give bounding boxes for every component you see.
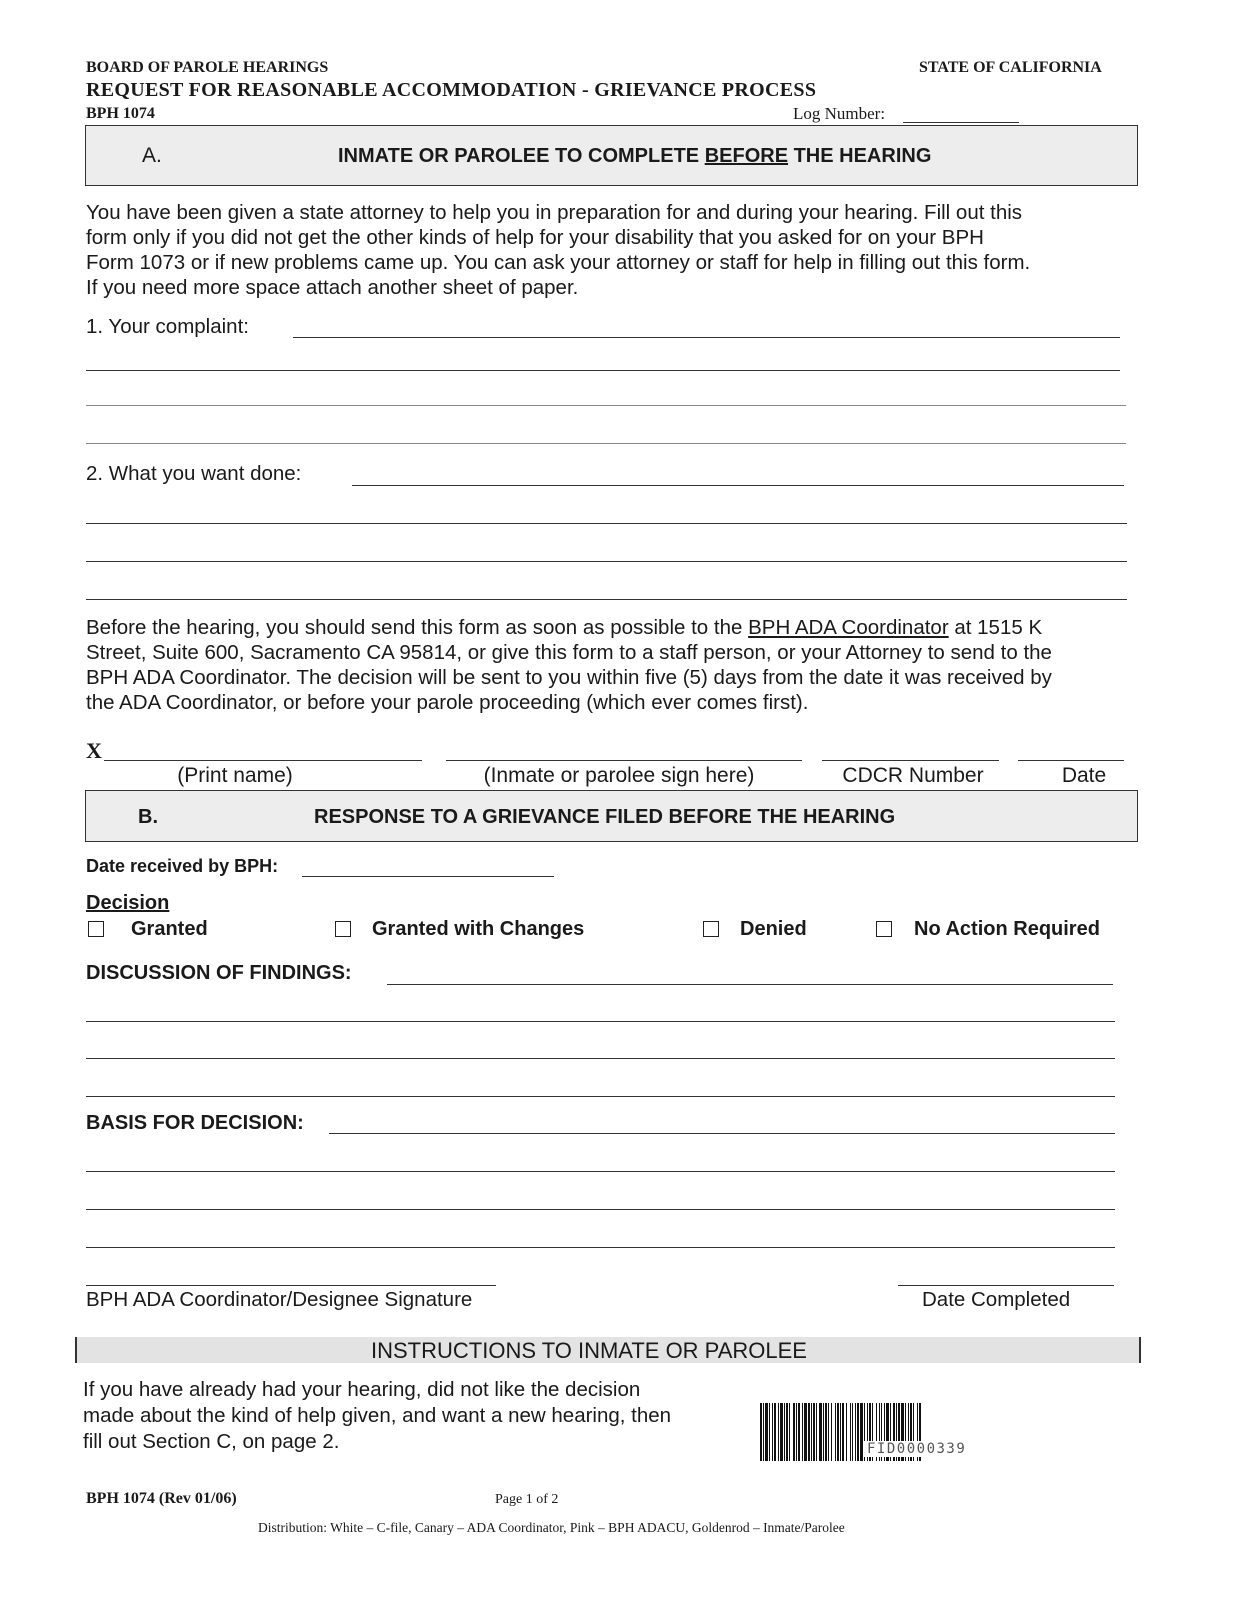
discussion-line-2[interactable] [86,1021,1115,1022]
date-received-field[interactable] [302,876,554,877]
barcode-bar [778,1403,779,1461]
instructions-title: INSTRUCTIONS TO INMATE OR PAROLEE [371,1338,807,1363]
barcode-bar [819,1403,822,1461]
barcode-bar [855,1403,856,1461]
barcode-bar [823,1403,824,1461]
barcode-bar [796,1403,797,1461]
barcode-bar [804,1403,807,1461]
complaint-line-1[interactable] [293,337,1120,338]
signature-x-mark: X [86,738,102,763]
date-completed-caption: Date Completed [922,1288,1071,1311]
barcode-text: FID0000339 [864,1441,969,1457]
decision-label: Decision [86,892,170,914]
want-line-1[interactable] [352,485,1124,486]
coordinator-signature-field[interactable] [86,1285,496,1286]
barcode-bar [842,1403,844,1461]
ada-coordinator-link: BPH ADA Coordinator [748,616,949,639]
barcode-bar [816,1403,817,1461]
want-line-2[interactable] [86,523,1127,524]
barcode-bar [860,1403,863,1461]
complaint-label: 1. Your complaint: [86,315,249,338]
print-name-caption: (Print name) [177,764,293,787]
section-a-header [85,125,1138,186]
barcode-bar [828,1403,829,1461]
barcode-bar [808,1403,810,1461]
denied-label: Denied [740,918,807,940]
barcode-bar [793,1403,795,1461]
granted-with-changes-label: Granted with Changes [372,918,585,940]
cdcr-number-caption: CDCR Number [842,764,984,787]
cdcr-number-field[interactable] [822,760,999,761]
inmate-signature-field[interactable] [446,760,802,761]
instructions-text: If you have already had your hearing, did not like the decision made about the kind of help given, and want a new hearing, then fill out Section C, on page 2. [83,1378,672,1453]
intro-paragraph: You have been given a state attorney to help you in preparation for and during your hearing. Fill out this form only if you did not get the other kinds of help for your disability that you asked for on your BPH Form 1073 or if new problems came up. You can ask your attorney or staff for help in filling out this form. If you need more space attach another sheet of paper. [86,201,1031,299]
no-action-required-label: No Action Required [914,918,1100,940]
agency-name: BOARD OF PAROLE HEARINGS [86,59,329,76]
barcode-bar [780,1403,783,1461]
basis-label: BASIS FOR DECISION: [86,1112,304,1134]
signature-date-field[interactable] [1018,760,1124,761]
discussion-line-1[interactable] [387,984,1113,985]
discussion-line-4[interactable] [86,1096,1115,1097]
section-a-title: INMATE OR PAROLEE TO COMPLETE BEFORE THE HEARING [338,145,932,167]
granted-label: Granted [131,918,208,940]
want-line-4[interactable] [86,599,1127,600]
barcode-bar [772,1403,773,1461]
basis-line-3[interactable] [86,1209,1115,1210]
barcode-bar [837,1403,839,1461]
barcode-bar [850,1403,851,1461]
barcode-bar [811,1403,812,1461]
section-b-header [85,790,1138,842]
discussion-line-3[interactable] [86,1058,1115,1059]
complaint-line-4[interactable] [86,443,1126,444]
date-caption: Date [1061,764,1107,787]
want-line-3[interactable] [86,561,1127,562]
section-b-letter: B. [138,806,158,828]
form-number: BPH 1074 [86,105,155,122]
form-title: REQUEST FOR REASONABLE ACCOMMODATION - GRIEVANCE PROCESS [86,79,817,101]
barcode-bar [784,1403,785,1461]
granted-checkbox[interactable] [88,921,104,937]
log-number-label: Log Number: [793,104,886,123]
complaint-line-3[interactable] [86,405,1126,406]
barcode-bar [857,1403,859,1461]
barcode-bar [769,1403,770,1461]
barcode-bar [852,1403,853,1461]
coordinator-signature-caption: BPH ADA Coordinator/Designee Signature [86,1288,473,1311]
barcode-bar [786,1403,788,1461]
section-b-title: RESPONSE TO A GRIEVANCE FILED BEFORE THE HEARING [314,806,896,828]
barcode-bar [763,1403,764,1461]
barcode-bar [798,1403,800,1461]
date-received-label: Date received by BPH: [86,856,279,876]
form-revision: BPH 1074 (Rev 01/06) [86,1490,237,1507]
barcode-bar [846,1403,847,1461]
instructions-bar [75,1337,1141,1363]
basis-line-1[interactable] [329,1133,1115,1134]
barcode-bar [813,1403,815,1461]
section-a-letter: A. [142,144,162,167]
barcode-bar [840,1403,841,1461]
barcode-bar [802,1403,803,1461]
barcode [760,1403,1095,1461]
basis-line-2[interactable] [86,1171,1115,1172]
log-number-field[interactable] [903,122,1019,123]
barcode-bar [765,1403,768,1461]
no-action-required-checkbox[interactable] [876,921,892,937]
barcode-bar [760,1403,762,1461]
basis-line-4[interactable] [86,1247,1115,1248]
granted-with-changes-checkbox[interactable] [335,921,351,937]
want-done-label: 2. What you want done: [86,462,302,485]
discussion-label: DISCUSSION OF FINDINGS: [86,962,352,984]
state-name: STATE OF CALIFORNIA [919,59,1102,76]
print-name-field[interactable] [104,760,422,761]
before-hearing-paragraph: Before the hearing, you should send this form as soon as possible to the BPH ADA Coordinator at 1515 K Street, Suite 600, Sacramento CA 95814, or give this form to a staff person, or your Attorney to send to the BPH ADA Coordinator. The decision will be sent to you within five (5) days from the date it was received by the ADA Coordinator, or before your parole proceeding (which ever comes first). [86,616,1052,714]
barcode-bar [774,1403,776,1461]
date-completed-field[interactable] [898,1285,1114,1286]
barcode-bar [831,1403,832,1461]
page-number: Page 1 of 2 [495,1492,559,1507]
sign-here-caption: (Inmate or parolee sign here) [483,764,755,787]
barcode-bar [825,1403,827,1461]
barcode-bar [789,1403,790,1461]
distribution-note: Distribution: White – C-file, Canary – ADA Coordinator, Pink – BPH ADACU, Goldenrod – Inmate/Parolee [258,1520,845,1535]
complaint-line-2[interactable] [86,370,1120,371]
denied-checkbox[interactable] [703,921,719,937]
barcode-bar [835,1403,836,1461]
